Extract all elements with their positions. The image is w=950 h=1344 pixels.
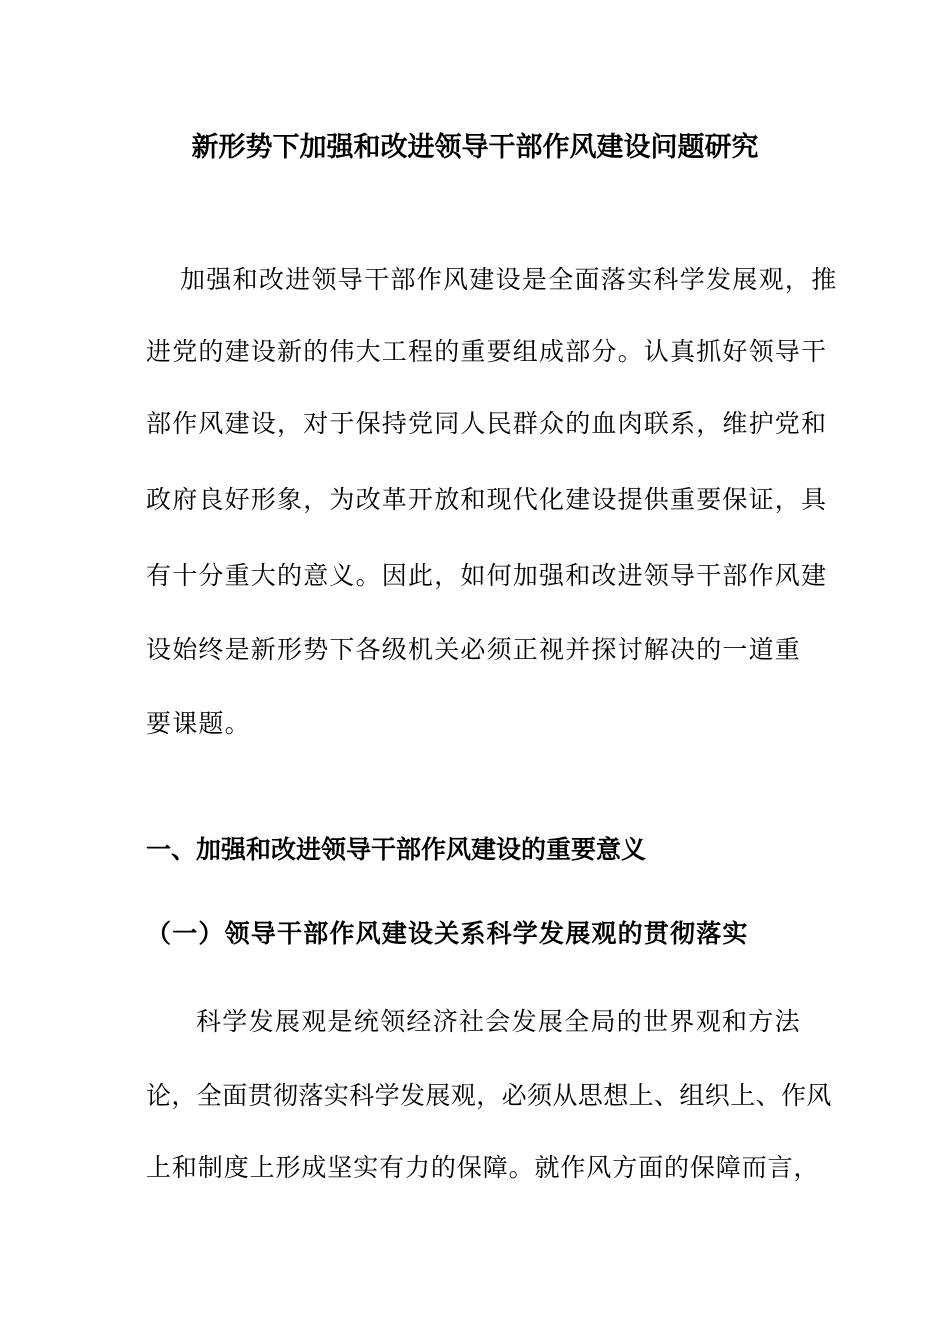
intro-line-6: 设始终是新形势下各级机关必须正视并探讨解决的一道重: [146, 635, 802, 664]
document-title: 新形势下加强和改进领导干部作风建设问题研究: [191, 132, 759, 163]
intro-line-1: 加强和改进领导干部作风建设是全面落实科学发展观，推: [180, 265, 838, 294]
body-line-2: 论，全面贯彻落实科学发展观，必须从思想上、组织上、作风: [146, 1081, 832, 1110]
body-line-1: 科学发展观是统领经济社会发展全局的世界观和方法: [196, 1007, 801, 1036]
intro-line-3: 部作风建设，对于保持党同人民群众的血肉联系，维护党和: [146, 409, 828, 438]
intro-line-7: 要课题。: [146, 709, 251, 738]
section-heading-1: 一、加强和改进领导干部作风建设的重要意义: [146, 835, 647, 864]
intro-line-2: 进党的建设新的伟大工程的重要组成部分。认真抓好领导干: [146, 337, 828, 366]
subsection-heading-1: （一）领导干部作风建设关系科学发展观的贯彻落实: [146, 919, 749, 948]
intro-line-5: 有十分重大的意义。因此，如何加强和改进领导干部作风建: [146, 561, 828, 590]
body-line-3: 上和制度上形成坚实有力的保障。就作风方面的保障而言，: [146, 1153, 820, 1182]
intro-line-4: 政府良好形象，为改革开放和现代化建设提供重要保证，具: [146, 485, 828, 514]
